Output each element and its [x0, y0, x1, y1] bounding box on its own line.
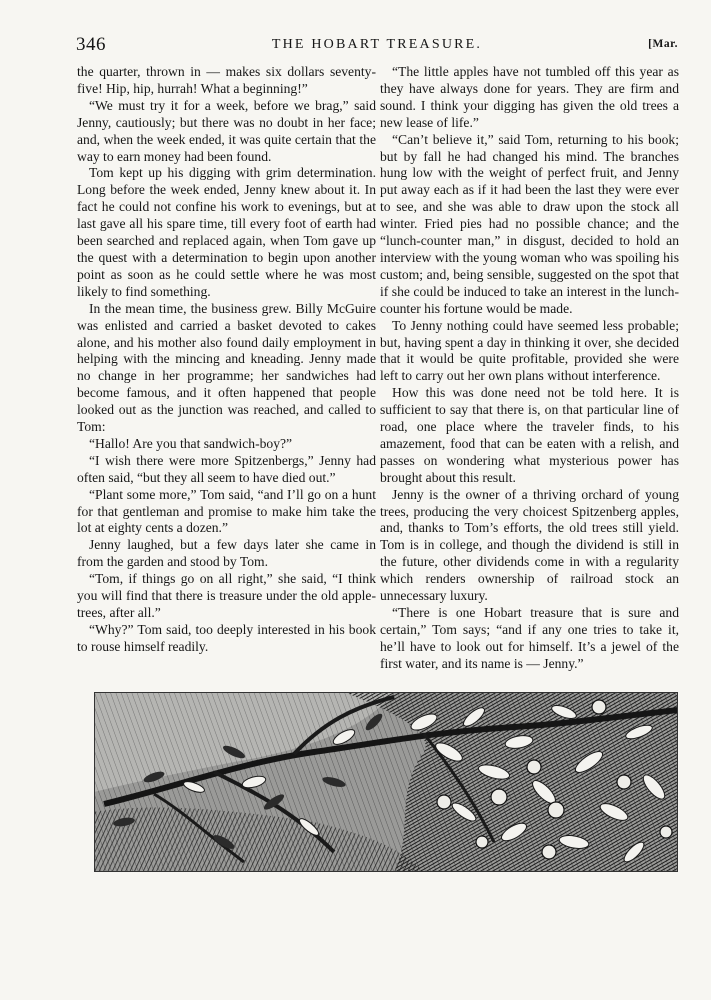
running-title: THE HOBART TREASURE.	[271, 37, 483, 52]
paragraph: “There is one Hobart treasure that is sure and certain,” Tom says; “and if any one tries to take it, he’ll have to look out for himself. It’s a jewel of the first water, and its name is — Jenny.”	[380, 605, 679, 671]
paragraph: the quarter, thrown in — makes six dollars seventy-five! Hip, hip, hurrah! What a beginning!”	[77, 64, 376, 96]
paragraph: “Plant some more,” Tom said, “and I’ll go on a hunt for that gentleman and promise to make him take the lot at eighty cents a dozen.”	[77, 486, 376, 536]
paragraph: To Jenny nothing could have seemed less probable; but, having spent a day in thinking it over, she decided that it would be quite profitable, provided she were left to carry out her own plans without interference.	[380, 317, 679, 384]
paragraph: “Hallo! Are you that sandwich-boy?”	[89, 435, 293, 451]
paragraph: “Tom, if things go on all right,” she said, “I think you will find that there is treasure under the old apple-trees, after all.”	[77, 571, 376, 620]
left-column	[77, 64, 376, 656]
paragraph: Jenny laughed, but a few days later she came in from the garden and stood by Tom.	[77, 537, 376, 570]
paragraph: How this was done need not be told here. It is sufficient to say that there is, on that particular line of road, one place where the traveler finds, to his amazement, food that can be eaten with a relish, and passes on wondering what mysterious power has brought about this result.	[380, 385, 679, 485]
paragraph: “Can’t believe it,” said Tom, returning to his book; but by fall he had changed his mind. The branches hung low with the weight of perfect fruit, and Jenny put away each as if it had been the last they were ever to see, and she was able to draw upon the stock all winter. Fried pies had no possible chance; and the “lunch-counter man,” in disgust, decided to hold an interview with the young woman who was spoiling his custom; and, being sensible, suggested on the spot that if she could be induced to take an interest in the lunch-counter his fortune would be made.	[380, 131, 679, 316]
page-number: 346	[76, 34, 106, 55]
paragraph: “We must try it for a week, before we brag,” said Jenny, cautiously; but there was no doubt in her face; and, when the week ended, it was quite certain that the way to earn money had been found.	[77, 97, 376, 164]
paragraph: “I wish there were more Spitzenbergs,” Jenny had often said, “but they all seem to have died out.”	[77, 452, 376, 485]
paragraph: In the mean time, the business grew. Billy McGuire was enlisted and carried a basket devoted to cakes alone, and his mother also found daily employment in helping with the mincing and kneading. Jenny made no change in her programme; her sandwiches had become famous, and it often happened that people looked out as the junction was reached, and called to Tom:	[77, 300, 376, 435]
apple-branch-engraving	[94, 692, 678, 872]
running-header	[76, 34, 678, 56]
paragraph: Tom kept up his digging with grim determination. Long before the week ended, Jenny knew about it. In fact he could not confine his work to evenings, but at last gave all his spare time, till every foot of earth had been searched and replaced again, when Tom gave up the quest with a determination to begin upon another point as soon as he could settle where he was most likely to find something.	[77, 165, 376, 299]
paragraph: Jenny is the owner of a thriving orchard of young trees, producing the very choicest Spitzenberg apples, and, thanks to Tom’s efforts, the old trees still yield. Tom is in college, and though the dividend is still in the future, other dividends come in with a regularity which renders ownership of railroad stock an unnecessary luxury.	[380, 486, 679, 604]
paragraph: “Why?” Tom said, too deeply interested in his book to rouse himself readily.	[77, 621, 376, 654]
issue-month: [Mar.	[648, 38, 678, 50]
right-column	[380, 64, 679, 673]
paragraph: “The little apples have not tumbled off this year as they have always done for years. They are firm and sound. I think your digging has given the old trees a new lease of life.”	[380, 64, 679, 130]
